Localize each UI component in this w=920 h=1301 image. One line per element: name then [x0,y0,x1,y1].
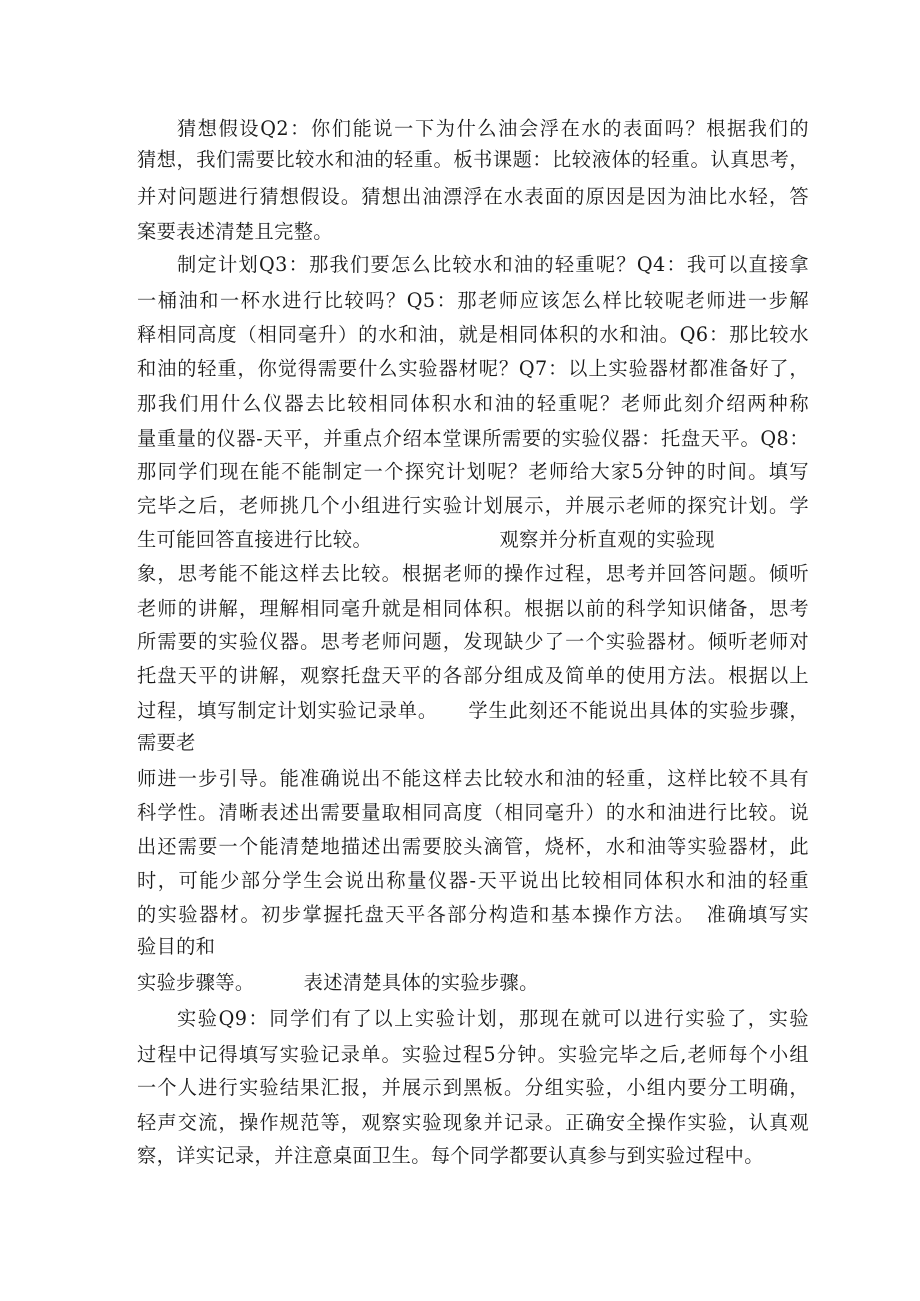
text-line: 需要老 [137,731,196,754]
text-line: 和油的轻重，你觉得需要什么实验器材呢？Q7：以上实验器材都准备好了， [137,357,809,380]
text-line: 轻声交流，操作规范等，观察实验现象并记录。正确安全操作实验，认真观 [137,1111,809,1134]
text-line: 过程，填写制定计划实验记录单。 学生此刻还不能说出具体的实验步骤， [137,699,809,722]
text-line: 一桶油和一杯水进行比较吗？Q5：那老师应该怎么样比较呢老师进一步解 [137,289,809,312]
text-line: 制定计划Q3：那我们要怎么比较水和油的轻重呢？Q4：我可以直接拿 [177,253,809,276]
text-line: 的实验器材。初步掌握托盘天平各部分构造和基本操作方法。 准确填写实 [137,903,809,926]
text-line: 托盘天平的讲解，观察托盘天平的各部分组成及简单的使用方法。根据以上 [137,664,809,687]
text-line: 量重量的仪器-天平，并重点介绍本堂课所需要的实验仪器：托盘天平。Q8： [137,427,809,450]
text-line: 实验步骤等。 表述清楚具体的实验步骤。 [137,971,539,994]
text-line: 过程中记得填写实验记录单。实验过程5分钟。实验完毕之后,老师每个小组 [137,1043,809,1066]
text-line: 猜想，我们需要比较水和油的轻重。板书课题：比较液体的轻重。认真思考， [137,148,809,171]
text-line: 时，可能少部分学生会说出称量仪器-天平说出比较相同体积水和油的轻重 [137,869,809,892]
text-line: 那我们用什么仪器去比较相同体积水和油的轻重呢？老师此刻介绍两种称 [137,392,809,415]
text-line: 察，详实记录，并注意桌面卫生。每个同学都要认真参与到实验过程中。 [137,1144,764,1167]
text-line: 验目的和 [137,935,216,958]
text-line: 猜想假设Q2：你们能说一下为什么油会浮在水的表面吗？根据我们的 [177,117,809,140]
text-line: 并对问题进行猜想假设。猜想出油漂浮在水表面的原因是因为油比水轻，答 [137,185,809,208]
text-line: 老师的讲解，理解相同毫升就是相同体积。根据以前的科学知识储备，思考 [137,597,809,620]
text-line: 象，思考能不能这样去比较。根据老师的操作过程，思考并回答问题。倾听 [137,562,809,585]
text-line: 释相同高度（相同毫升）的水和油，就是相同体积的水和油。Q6：那比较水 [137,323,809,346]
text-line: 那同学们现在能不能制定一个探究计划呢？老师给大家5分钟的时间。填写 [137,460,809,483]
text-line: 实验Q9：同学们有了以上实验计划，那现在就可以进行实验了，实验 [177,1007,809,1030]
text-line: 所需要的实验仪器。思考老师问题，发现缺少了一个实验器材。倾听老师对 [137,630,809,653]
text-line: 一个人进行实验结果汇报，并展示到黑板。分组实验，小组内要分工明确， [137,1076,809,1099]
text-line: 生可能回答直接进行比较。 观察并分析直观的实验现 [137,528,716,551]
text-line: 完毕之后，老师挑几个小组进行实验计划展示，并展示老师的探究计划。学 [137,494,809,517]
text-line: 出还需要一个能清楚地描述出需要胶头滴管，烧杯，水和油等实验器材，此 [137,835,809,858]
text-line: 案要表述清楚且完整。 [137,220,333,243]
text-line: 师进一步引导。能准确说出不能这样去比较水和油的轻重，这样比较不具有 [137,767,809,790]
text-line: 科学性。清晰表述出需要量取相同高度（相同毫升）的水和油进行比较。说 [137,801,809,824]
